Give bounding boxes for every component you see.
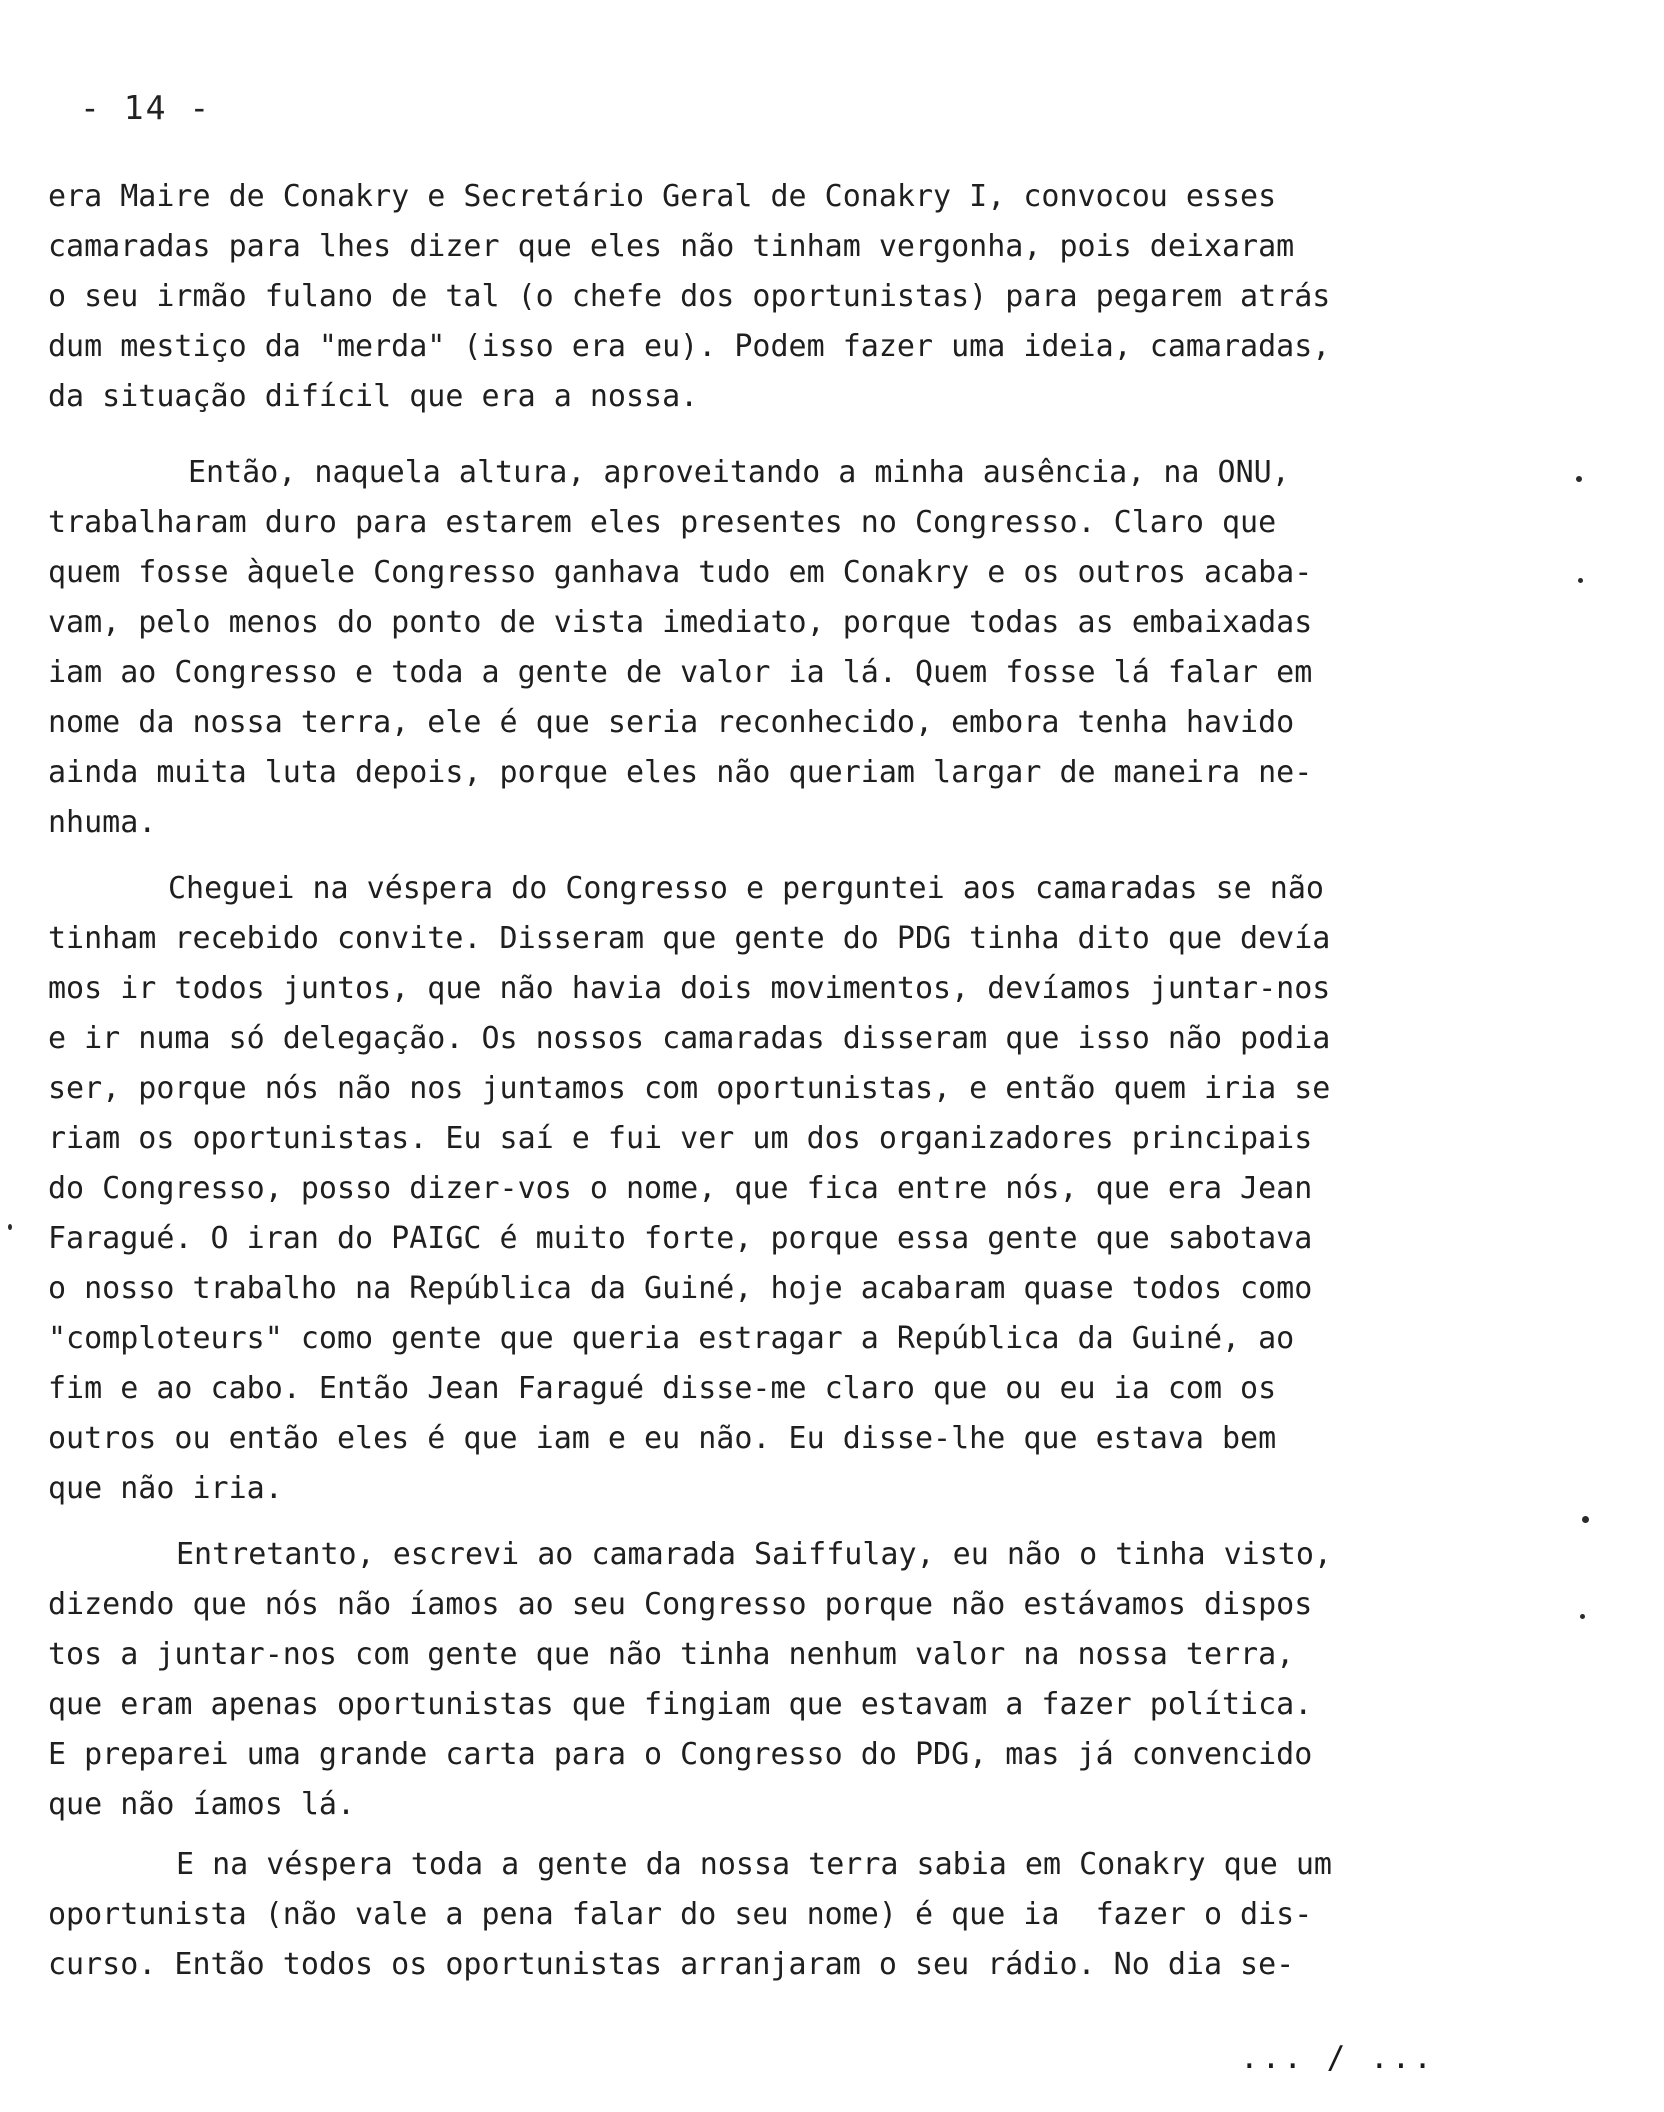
text-line: curso. Então todos os oportunistas arranjaram o seu rádio. No dia se- bbox=[48, 1947, 1295, 1982]
text-line: iam ao Congresso e toda a gente de valor ia lá. Quem fosse lá falar em bbox=[48, 655, 1313, 690]
text-line: ainda muita luta depois, porque eles não queriam largar de maneira ne- bbox=[48, 755, 1313, 790]
text-line: do Congresso, posso dizer-vos o nome, que fica entre nós, que era Jean bbox=[48, 1171, 1313, 1206]
text-line: E na véspera toda a gente da nossa terra sabia em Conakry que um bbox=[176, 1847, 1332, 1882]
continuation-marker: ... / ... bbox=[1240, 2040, 1435, 2076]
text-line: E preparei uma grande carta para o Congresso do PDG, mas já convencido bbox=[48, 1737, 1313, 1772]
scan-speck bbox=[1576, 476, 1582, 482]
text-line: Cheguei na véspera do Congresso e perguntei aos camaradas se não bbox=[168, 871, 1324, 906]
text-line: "comploteurs" como gente que queria estragar a República da Guiné, ao bbox=[48, 1321, 1295, 1356]
text-line: nome da nossa terra, ele é que seria reconhecido, embora tenha havido bbox=[48, 705, 1295, 740]
text-line: oportunista (não vale a pena falar do seu nome) é que ia fazer o dis- bbox=[48, 1897, 1313, 1932]
paragraph-4 bbox=[48, 1530, 1508, 1830]
text-line: e ir numa só delegação. Os nossos camaradas disseram que isso não podia bbox=[48, 1021, 1331, 1056]
text-line: Entretanto, escrevi ao camarada Saiffulay, eu não o tinha visto, bbox=[176, 1537, 1332, 1572]
text-line: tos a juntar-nos com gente que não tinha nenhum valor na nossa terra, bbox=[48, 1637, 1295, 1672]
text-line: trabalharam duro para estarem eles presentes no Congresso. Claro que bbox=[48, 505, 1277, 540]
text-line: ser, porque nós não nos juntamos com oportunistas, e então quem iria se bbox=[48, 1071, 1331, 1106]
text-line: que não iria. bbox=[48, 1471, 283, 1506]
paragraph-3 bbox=[48, 864, 1508, 1514]
paragraph-5 bbox=[48, 1840, 1508, 1990]
scan-speck bbox=[1582, 1516, 1589, 1523]
text-line: que eram apenas oportunistas que fingiam que estavam a fazer política. bbox=[48, 1687, 1313, 1722]
text-line: que não íamos lá. bbox=[48, 1787, 356, 1822]
scan-speck bbox=[1580, 1614, 1585, 1619]
text-line: quem fosse àquele Congresso ganhava tudo em Conakry e os outros acaba- bbox=[48, 555, 1313, 590]
page-number: - 14 - bbox=[80, 88, 212, 127]
text-line: fim e ao cabo. Então Jean Faragué disse-me claro que ou eu ia com os bbox=[48, 1371, 1277, 1406]
text-line: o nosso trabalho na República da Guiné, hoje acabaram quase todos como bbox=[48, 1271, 1313, 1306]
text-line: Então, naquela altura, aproveitando a minha ausência, na ONU, bbox=[188, 455, 1290, 490]
paragraph-1 bbox=[48, 172, 1508, 422]
paragraph-2 bbox=[48, 448, 1508, 848]
text-line: o seu irmão fulano de tal (o chefe dos oportunistas) para pegarem atrás bbox=[48, 279, 1331, 314]
text-line: riam os oportunistas. Eu saí e fui ver um dos organizadores principais bbox=[48, 1121, 1313, 1156]
text-line: dizendo que nós não íamos ao seu Congresso porque não estávamos dispos bbox=[48, 1587, 1313, 1622]
text-line: camaradas para lhes dizer que eles não tinham vergonha, pois deixaram bbox=[48, 229, 1295, 264]
text-line: era Maire de Conakry e Secretário Geral de Conakry I, convocou esses bbox=[48, 179, 1277, 214]
text-line: dum mestiço da "merda" (isso era eu). Podem fazer uma ideia, camaradas, bbox=[48, 329, 1331, 364]
scan-speck bbox=[8, 1224, 12, 1230]
text-line: outros ou então eles é que iam e eu não. Eu disse-lhe que estava bem bbox=[48, 1421, 1277, 1456]
text-line: nhuma. bbox=[48, 805, 157, 840]
scan-speck bbox=[1578, 578, 1583, 583]
text-line: da situação difícil que era a nossa. bbox=[48, 379, 699, 414]
text-line: tinham recebido convite. Disseram que gente do PDG tinha dito que devía bbox=[48, 921, 1331, 956]
text-line: vam, pelo menos do ponto de vista imediato, porque todas as embaixadas bbox=[48, 605, 1313, 640]
text-line: mos ir todos juntos, que não havia dois movimentos, devíamos juntar-nos bbox=[48, 971, 1331, 1006]
text-line: Faragué. O iran do PAIGC é muito forte, porque essa gente que sabotava bbox=[48, 1221, 1313, 1256]
